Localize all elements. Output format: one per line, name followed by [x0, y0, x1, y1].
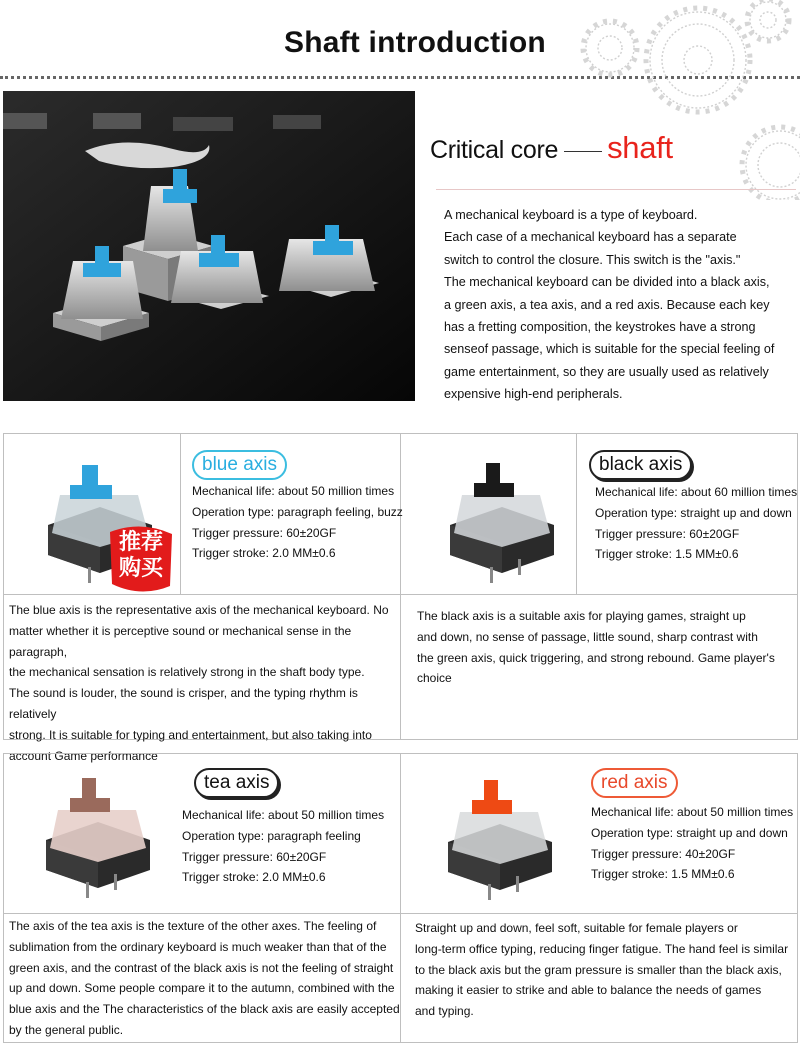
- description-line: green axis, and the contrast of the black axis is not the feeling of straight: [9, 960, 394, 975]
- spec-item: Trigger pressure: 60±20GF: [192, 525, 337, 540]
- description-line: matter whether it is perceptive sound or mechanical sense in the paragraph,: [9, 623, 352, 659]
- hero-body-line: The mechanical keyboard can be divided into a black axis,: [444, 275, 770, 290]
- spec-item: Operation type: straight up and down: [591, 825, 788, 840]
- description-line: Straight up and down, feel soft, suitable for female players or: [415, 921, 738, 935]
- grid-divider: [180, 433, 181, 594]
- grid-divider: [576, 433, 577, 594]
- description-line: blue axis and the The characteristics of the black axis are easily accepted: [9, 1002, 400, 1017]
- tea-axis-description: [9, 916, 401, 1041]
- spec-item: Trigger stroke: 2.0 MM±0.6: [182, 870, 326, 885]
- hero-divider: [436, 189, 796, 190]
- spec-item: Mechanical life: about 50 million times: [192, 484, 395, 498]
- spec-item: Operation type: straight up and down: [595, 505, 792, 520]
- description-line: choice: [417, 671, 452, 686]
- hero-body-line: game entertainment, so they are usually used as relatively: [444, 364, 769, 379]
- black-axis-label: black axis: [589, 450, 692, 480]
- description-line: by the general public.: [9, 1022, 124, 1037]
- red-axis-label: red axis: [591, 768, 678, 798]
- description-line: up and down. Some people compare it to the autumn, combined with the: [9, 981, 395, 996]
- hero-heading: [430, 130, 790, 166]
- spec-item: Trigger pressure: 60±20GF: [182, 849, 327, 864]
- black-axis-description: [417, 606, 792, 689]
- hero-heading-prefix: Critical core: [430, 136, 559, 164]
- description-line: The sound is louder, the sound is crisper, and the typing rhythm is relatively: [9, 686, 358, 721]
- description-line: making it easier to strike and able to balance the needs of games: [415, 983, 762, 998]
- description-line: strong. It is suitable for typing and entertainment, but also taking into: [9, 727, 372, 742]
- gears-decoration-icon: [580, 0, 800, 200]
- tea-axis-specs: [182, 805, 384, 888]
- blue-axis-label: blue axis: [192, 450, 287, 480]
- spec-item: Mechanical life: about 50 million times: [591, 805, 794, 819]
- red-switch-image: [430, 772, 570, 902]
- hero-body-line: expensive high-end peripherals.: [444, 387, 623, 402]
- spec-item: Mechanical life: about 50 million times: [182, 808, 385, 822]
- heading-dash: [564, 151, 602, 153]
- spec-item: Mechanical life: about 60 million times: [595, 485, 798, 499]
- red-axis-description: [415, 918, 795, 1022]
- description-line: long-term office typing, reducing finger fatigue. The hand feel is similar: [415, 941, 789, 956]
- stamp-text-line: 推荐: [118, 530, 163, 555]
- tea-switch-image: [28, 770, 168, 900]
- description-line: The black axis is a suitable axis for playing games, straight up: [417, 609, 746, 623]
- description-line: the mechanical sensation is relatively strong in the shaft body type.: [9, 665, 365, 680]
- page-title: Shaft introduction: [284, 26, 546, 59]
- blue-axis-specs: [192, 481, 403, 564]
- spec-item: Operation type: paragraph feeling: [182, 828, 361, 843]
- hero-body-line: A mechanical keyboard is a type of keyboard.: [444, 208, 698, 222]
- hero-body-line: has a fretting composition, the keystrokes have a strong: [444, 320, 756, 335]
- hero-body-line: switch to control the closure. This switch is the "axis.": [444, 252, 741, 267]
- spec-item: Trigger stroke: 1.5 MM±0.6: [595, 547, 739, 562]
- hero-heading-highlight: shaft: [607, 130, 673, 165]
- description-line: The blue axis is the representative axis of the mechanical keyboard. No: [9, 603, 389, 617]
- description-line: sublimation from the ordinary keyboard is much weaker than that of the: [9, 939, 387, 954]
- description-line: to the black axis but the gram pressure is smaller than the black axis,: [415, 962, 782, 977]
- black-switch-image: [432, 455, 572, 585]
- hero-body-line: a green axis, a tea axis, and a red axis. Because each key: [444, 297, 770, 312]
- blue-axis-description: [9, 600, 401, 766]
- hero-body: [444, 204, 790, 406]
- red-axis-specs: [591, 802, 793, 885]
- hero-keyboard-image: [3, 91, 415, 401]
- description-line: the green axis, quick triggering, and strong rebound. Game player's: [417, 650, 775, 665]
- spec-item: Operation type: paragraph feeling, buzz: [192, 504, 403, 519]
- hero-body-line: senseof passage, which is suitable for the special feeling of: [444, 342, 775, 357]
- description-line: account Game performance: [9, 748, 158, 763]
- description-line: The axis of the tea axis is the texture of the other axes. The feeling of: [9, 919, 377, 933]
- spec-item: Trigger pressure: 60±20GF: [595, 526, 740, 541]
- spec-item: Trigger stroke: 1.5 MM±0.6: [591, 867, 735, 882]
- tea-axis-label: tea axis: [194, 768, 279, 798]
- recommend-stamp: [104, 522, 178, 596]
- spec-item: Trigger pressure: 40±20GF: [591, 846, 736, 861]
- black-axis-specs: [595, 482, 797, 565]
- description-line: and typing.: [415, 1004, 474, 1019]
- stamp-text-line: 购买: [118, 556, 163, 581]
- description-line: and down, no sense of passage, little sound, sharp contrast with: [417, 629, 758, 644]
- spec-item: Trigger stroke: 2.0 MM±0.6: [192, 546, 336, 561]
- hero-body-line: Each case of a mechanical keyboard has a separate: [444, 230, 737, 245]
- header: [0, 0, 800, 85]
